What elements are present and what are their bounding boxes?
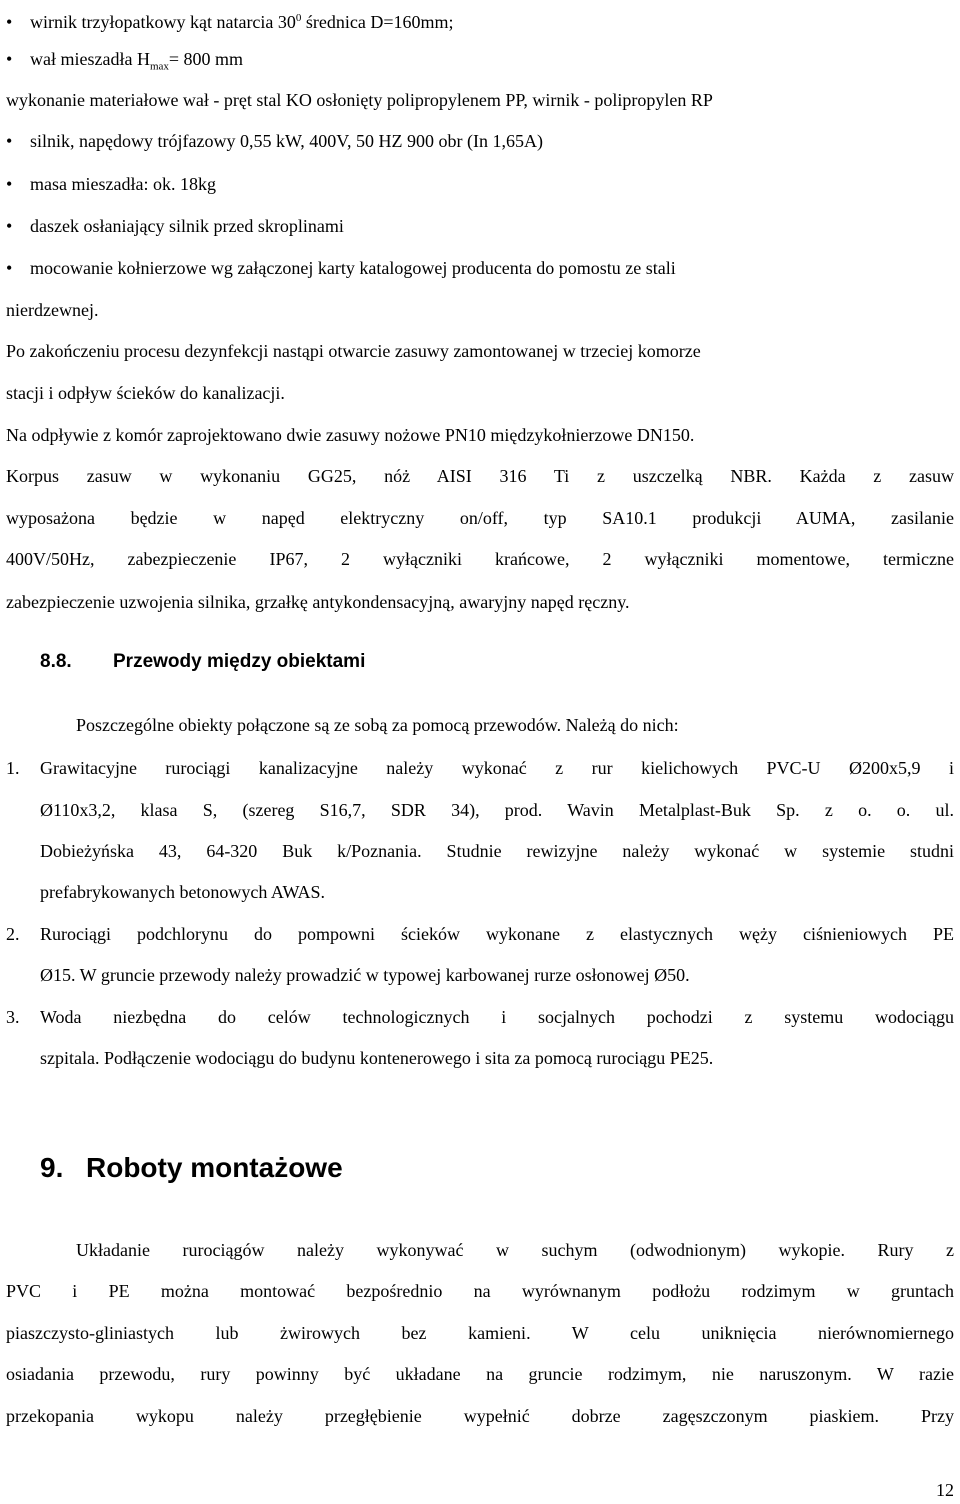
- bullet-item: [0, 257, 960, 279]
- body-line: Na odpływie z komór zaprojektowano dwie zasuwy nożowe PN10 międzykołnierzowe DN150.: [6, 425, 695, 445]
- item-line: Dobieżyńska 43, 64-320 Buk k/Poznania. Studnie rewizyjne należy wykonać w systemie studni: [40, 841, 954, 861]
- body-line: zabezpieczenie uzwojenia silnika, grzałkę antykondensacyjną, awaryjny napęd ręczny.: [6, 592, 630, 612]
- section-title: Przewody między obiektami: [113, 651, 366, 672]
- body-line: wykonanie materiałowe wał - pręt stal KO osłonięty polipropylenem PP, wirnik - polipropylen RP: [6, 90, 713, 110]
- item-line: prefabrykowanych betonowych AWAS.: [40, 882, 325, 902]
- bullet-marker: •: [6, 174, 13, 194]
- item-line: szpitala. Podłączenie wodociągu do budynu kontenerowego i sita za pomocą rurociągu PE25.: [40, 1048, 714, 1068]
- item-line: Woda niezbędna do celów technologicznych i socjalnych pochodzi z systemu wodociągu: [40, 1007, 954, 1027]
- body-line: osiadania przewodu, rury powinny być układane na gruncie rodzimym, nie naruszonym. W razie: [6, 1364, 954, 1384]
- bullet-text-tail: = 800 mm: [168, 49, 244, 69]
- bullet-text-tail: średnica D=160mm;: [301, 12, 454, 32]
- body-line: Układanie rurociągów należy wykonywać w suchym (odwodnionym) wykopie. Rury z: [76, 1240, 954, 1260]
- bullet-text: wał mieszadła H: [30, 49, 150, 69]
- bullet-text: masa mieszadła: ok. 18kg: [30, 174, 216, 194]
- bullet-text: daszek osłaniający silnik przed skroplinami: [30, 216, 344, 236]
- item-number: 3.: [6, 1007, 20, 1027]
- bullet-item: [0, 215, 960, 237]
- degree-superscript: 0: [295, 12, 302, 24]
- bullet-marker: •: [6, 49, 13, 69]
- bullet-item: [0, 130, 960, 152]
- item-line: Grawitacyjne rurociągi kanalizacyjne należy wykonać z rur kielichowych PVC-U Ø200x5,9 i: [40, 758, 954, 778]
- body-line: przekopania wykopu należy przegłębienie wypełnić dobrze zagęszczonym piaskiem. Przy: [6, 1406, 954, 1426]
- section-number: 8.8.: [40, 651, 72, 672]
- item-line: Ø110x3,2, klasa S, (szereg S16,7, SDR 34), prod. Wavin Metalplast-Buk Sp. z o. o. ul.: [40, 800, 954, 820]
- body-line: Korpus zasuw w wykonaniu GG25, nóż AISI 316 Ti z uszczelką NBR. Każda z zasuw: [6, 466, 954, 486]
- item-number: 2.: [6, 924, 20, 944]
- bullet-marker: •: [6, 216, 13, 236]
- bullet-marker: •: [6, 12, 13, 32]
- bullet-marker: •: [6, 131, 13, 151]
- bullet-text: silnik, napędowy trójfazowy 0,55 kW, 400V, 50 HZ 900 obr (In 1,65A): [30, 131, 543, 151]
- section-title: Roboty montażowe: [86, 1152, 343, 1183]
- item-number: 1.: [6, 758, 20, 778]
- bullet-item: [0, 48, 960, 78]
- section-intro: Poszczególne obiekty połączone są ze sobą za pomocą przewodów. Należą do nich:: [76, 715, 679, 735]
- item-line: Rurociągi podchlorynu do pompowni ścieków wykonane z elastycznych węży ciśnieniowych PE: [40, 924, 954, 944]
- body-line: Po zakończeniu procesu dezynfekcji nastąpi otwarcie zasuwy zamontowanej w trzeciej komorze: [6, 341, 701, 361]
- bullet-item: [0, 7, 960, 33]
- body-line: 400V/50Hz, zabezpieczenie IP67, 2 wyłączniki krańcowe, 2 wyłączniki momentowe, termiczne: [6, 549, 954, 569]
- item-line: Ø15. W gruncie przewody należy prowadzić w typowej karbowanej rurze osłonowej Ø50.: [40, 965, 690, 985]
- section-number: 9.: [40, 1152, 64, 1183]
- body-line: stacji i odpływ ścieków do kanalizacji.: [6, 383, 285, 403]
- body-line: wyposażona będzie w napęd elektryczny on/off, typ SA10.1 produkcji AUMA, zasilanie: [6, 508, 954, 528]
- bullet-text: wirnik trzyłopatkowy kąt natarcia 30: [30, 12, 296, 32]
- body-line: PVC i PE można montować bezpośrednio na wyrównanym podłożu rodzimym w gruntach: [6, 1281, 954, 1301]
- page-number: 12: [936, 1480, 954, 1500]
- bullet-text: mocowanie kołnierzowe wg załączonej karty katalogowej producenta do pomostu ze stali: [30, 258, 676, 278]
- body-line: nierdzewnej.: [6, 300, 99, 320]
- subscript: max: [149, 60, 169, 73]
- body-line: piaszczysto-gliniastych lub żwirowych bez kamieni. W celu uniknięcia nierównomiernego: [6, 1323, 954, 1343]
- bullet-marker: •: [6, 258, 13, 278]
- bullet-item: [0, 173, 960, 195]
